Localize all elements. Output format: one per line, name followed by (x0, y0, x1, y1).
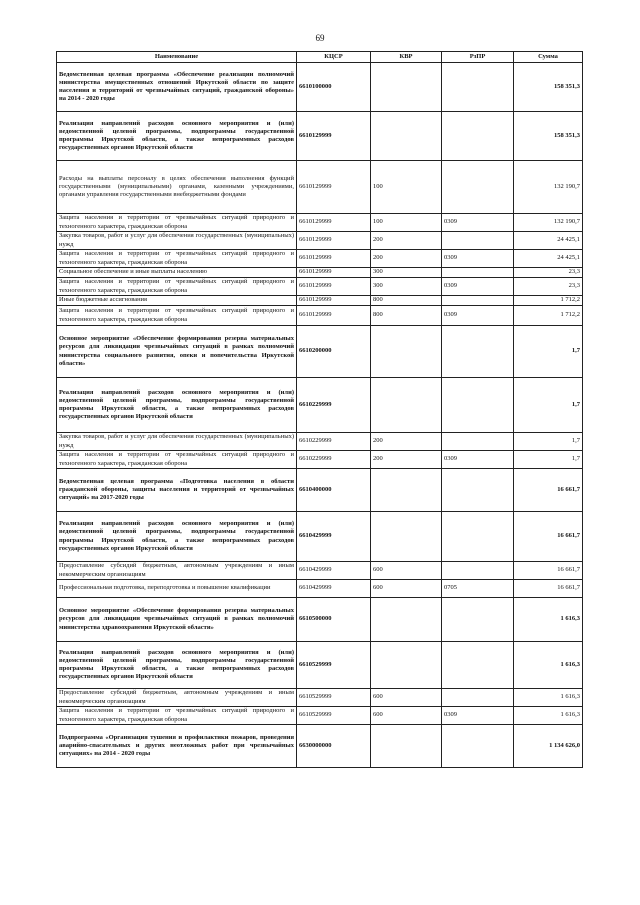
row-sum: 23,3 (514, 268, 583, 278)
row-kcsr: 6610100000 (297, 63, 371, 112)
table-row (57, 63, 583, 112)
row-sum: 24 425,1 (514, 232, 583, 250)
row-sum: 1 616,3 (514, 689, 583, 707)
row-sum: 1,7 (514, 451, 583, 469)
column-header-name: Наименование (57, 52, 297, 63)
row-kvr: 800 (371, 296, 442, 306)
row-name: Реализация направлений расходов основного мероприятия и (или) ведомственной целевой программы, подпрограммы государственной программы Иркутской области, а также непрограммных расходов государственных органов Иркутской области (57, 378, 297, 433)
row-kvr: 100 (371, 214, 442, 232)
row-rzpr (442, 598, 514, 642)
row-rzpr: 0309 (442, 306, 514, 326)
row-sum: 132 190,7 (514, 161, 583, 214)
row-name: Защита населения и территории от чрезвычайных ситуаций природного и техногенного характера, гражданская оборона (57, 250, 297, 268)
row-kvr: 200 (371, 250, 442, 268)
row-name: Предоставление субсидий бюджетным, автономным учреждениям и иным некоммерческим организациям (57, 689, 297, 707)
row-name: Ведомственная целевая программа «Подготовка населения в области гражданской обороны, защиты населения и территорий от чрезвычайных ситуаций» на 2017-2020 годы (57, 469, 297, 512)
row-name: Защита населения и территории от чрезвычайных ситуаций природного и техногенного характера, гражданская оборона (57, 451, 297, 469)
table-row (57, 562, 583, 580)
row-kcsr: 6610529999 (297, 707, 371, 725)
row-kcsr: 6610529999 (297, 689, 371, 707)
row-rzpr (442, 725, 514, 768)
row-name: Защита населения и территории от чрезвычайных ситуаций природного и техногенного характера, гражданская оборона (57, 306, 297, 326)
row-sum: 1,7 (514, 378, 583, 433)
row-rzpr (442, 689, 514, 707)
row-kcsr: 6610129999 (297, 112, 371, 161)
row-kcsr: 6610400000 (297, 469, 371, 512)
row-kcsr: 6610129999 (297, 268, 371, 278)
row-name: Защита населения и территории от чрезвычайных ситуаций природного и техногенного характера, гражданская оборона (57, 214, 297, 232)
row-kvr: 100 (371, 161, 442, 214)
page-number: 69 (315, 33, 325, 43)
row-name: Защита населения и территории от чрезвычайных ситуаций природного и техногенного характера, гражданская оборона (57, 707, 297, 725)
table-row (57, 451, 583, 469)
row-kcsr: 6610229999 (297, 433, 371, 451)
row-rzpr (442, 469, 514, 512)
row-rzpr: 0309 (442, 278, 514, 296)
row-sum: 16 661,7 (514, 580, 583, 598)
table-row (57, 296, 583, 306)
row-rzpr (442, 112, 514, 161)
table-row (57, 232, 583, 250)
row-rzpr: 0705 (442, 580, 514, 598)
row-kcsr: 6610129999 (297, 306, 371, 326)
row-kcsr: 6610129999 (297, 161, 371, 214)
row-sum: 1,7 (514, 433, 583, 451)
row-kvr: 200 (371, 433, 442, 451)
row-rzpr (442, 562, 514, 580)
row-sum: 16 661,7 (514, 562, 583, 580)
row-name: Основное мероприятие «Обеспечение формирования резерва материальных ресурсов для ликвидации чрезвычайных ситуаций в рамках полномочий министерства здравоохранения Иркутской области» (57, 598, 297, 642)
row-kvr (371, 512, 442, 562)
row-rzpr: 0309 (442, 707, 514, 725)
row-rzpr (442, 63, 514, 112)
column-header-rzpr: РзПР (442, 52, 514, 63)
row-kvr (371, 378, 442, 433)
table-row (57, 278, 583, 296)
table-row (57, 642, 583, 689)
row-kcsr: 6610500000 (297, 598, 371, 642)
row-kvr (371, 326, 442, 378)
row-sum: 1 616,3 (514, 598, 583, 642)
row-sum: 132 190,7 (514, 214, 583, 232)
column-header-kvr: КВР (371, 52, 442, 63)
row-kcsr: 6610129999 (297, 232, 371, 250)
row-kvr: 600 (371, 580, 442, 598)
row-name: Предоставление субсидий бюджетным, автономным учреждениям и иным некоммерческим организациям (57, 562, 297, 580)
table-row (57, 707, 583, 725)
row-name: Основное мероприятие «Обеспечение формирования резерва материальных ресурсов для ликвидации чрезвычайных ситуаций в рамках полномочий министерства социального развития, опеки и попечительства Иркутской области» (57, 326, 297, 378)
row-kcsr: 6610129999 (297, 278, 371, 296)
row-sum: 1 712,2 (514, 296, 583, 306)
table-row (57, 689, 583, 707)
row-rzpr (442, 161, 514, 214)
budget-table (56, 51, 583, 768)
row-sum: 1 134 626,0 (514, 725, 583, 768)
table-row (57, 512, 583, 562)
row-sum: 1 712,2 (514, 306, 583, 326)
table-row (57, 161, 583, 214)
row-sum: 16 661,7 (514, 512, 583, 562)
row-kcsr: 6630000000 (297, 725, 371, 768)
row-name: Расходы на выплаты персоналу в целях обеспечения выполнения функций государственными (муниципальными) органами, казенными учреждениями, органами управления государственными внебюджетными фондами (57, 161, 297, 214)
row-kcsr: 6610200000 (297, 326, 371, 378)
row-kvr: 300 (371, 278, 442, 296)
row-sum: 23,3 (514, 278, 583, 296)
row-name: Профессиональная подготовка, переподготовка и повышение квалификации (57, 580, 297, 598)
table-row (57, 250, 583, 268)
row-sum: 158 351,3 (514, 112, 583, 161)
row-kcsr: 6610129999 (297, 296, 371, 306)
row-kvr (371, 598, 442, 642)
row-kvr: 600 (371, 707, 442, 725)
row-name: Реализация направлений расходов основного мероприятия и (или) ведомственной целевой программы, подпрограммы государственной программы Иркутской области, а также непрограммных расходов государственных органов Иркутской области (57, 642, 297, 689)
row-rzpr: 0309 (442, 451, 514, 469)
row-kvr: 200 (371, 232, 442, 250)
table-row (57, 433, 583, 451)
row-kcsr: 6610129999 (297, 250, 371, 268)
row-rzpr (442, 296, 514, 306)
row-kcsr: 6610129999 (297, 214, 371, 232)
row-rzpr (442, 642, 514, 689)
row-kvr (371, 642, 442, 689)
row-name: Реализация направлений расходов основного мероприятия и (или) ведомственной целевой программы, подпрограммы государственной программы Иркутской области, а также непрограммных расходов государственных органов Иркутской области (57, 512, 297, 562)
row-kcsr: 6610429999 (297, 512, 371, 562)
row-name: Закупка товаров, работ и услуг для обеспечения государственных (муниципальных) нужд (57, 433, 297, 451)
row-kvr (371, 469, 442, 512)
row-kvr: 800 (371, 306, 442, 326)
row-kvr: 300 (371, 268, 442, 278)
row-name: Закупка товаров, работ и услуг для обеспечения государственных (муниципальных) нужд (57, 232, 297, 250)
table-row (57, 326, 583, 378)
row-rzpr (442, 232, 514, 250)
row-kcsr: 6610429999 (297, 562, 371, 580)
row-name: Ведомственная целевая программа «Обеспечение реализации полномочий министерства имущественных отношений Иркутской области по защите населения и территорий от чрезвычайных ситуаций, гражданской обороны» на 2014 - 2020 годы (57, 63, 297, 112)
table-row (57, 214, 583, 232)
row-kvr: 600 (371, 689, 442, 707)
row-kvr: 200 (371, 451, 442, 469)
row-sum: 158 351,3 (514, 63, 583, 112)
row-kvr (371, 112, 442, 161)
row-kcsr: 6610529999 (297, 642, 371, 689)
column-header-kcsr: КЦСР (297, 52, 371, 63)
row-sum: 1,7 (514, 326, 583, 378)
column-header-sum: Сумма (514, 52, 583, 63)
row-name: Иные бюджетные ассигнования (57, 296, 297, 306)
table-row (57, 306, 583, 326)
row-rzpr (442, 433, 514, 451)
row-sum: 1 616,3 (514, 642, 583, 689)
row-rzpr (442, 378, 514, 433)
table-row (57, 725, 583, 768)
row-kvr (371, 725, 442, 768)
row-sum: 1 616,3 (514, 707, 583, 725)
row-name: Защита населения и территории от чрезвычайных ситуаций природного и техногенного характера, гражданская оборона (57, 278, 297, 296)
table-header-row (57, 52, 583, 63)
row-kvr: 600 (371, 562, 442, 580)
table-row (57, 112, 583, 161)
row-rzpr: 0309 (442, 214, 514, 232)
table-body (57, 63, 583, 768)
row-kcsr: 6610229999 (297, 378, 371, 433)
table-row (57, 469, 583, 512)
row-name: Социальное обеспечение и иные выплаты населению (57, 268, 297, 278)
row-rzpr (442, 326, 514, 378)
row-kvr (371, 63, 442, 112)
row-rzpr: 0309 (442, 250, 514, 268)
row-name: Подпрограмма «Организация тушения и профилактики пожаров, проведения аварийно-спасательных и других неотложных работ при чрезвычайных ситуациях» на 2014 - 2020 годы (57, 725, 297, 768)
row-name: Реализация направлений расходов основного мероприятия и (или) ведомственной целевой программы, подпрограммы государственной программы Иркутской области, а также непрограммных расходов государственных органов Иркутской области (57, 112, 297, 161)
row-sum: 16 661,7 (514, 469, 583, 512)
row-kcsr: 6610229999 (297, 451, 371, 469)
table-row (57, 598, 583, 642)
table-row (57, 378, 583, 433)
row-rzpr (442, 512, 514, 562)
table-row (57, 268, 583, 278)
row-kcsr: 6610429999 (297, 580, 371, 598)
table-row (57, 580, 583, 598)
row-rzpr (442, 268, 514, 278)
row-sum: 24 425,1 (514, 250, 583, 268)
